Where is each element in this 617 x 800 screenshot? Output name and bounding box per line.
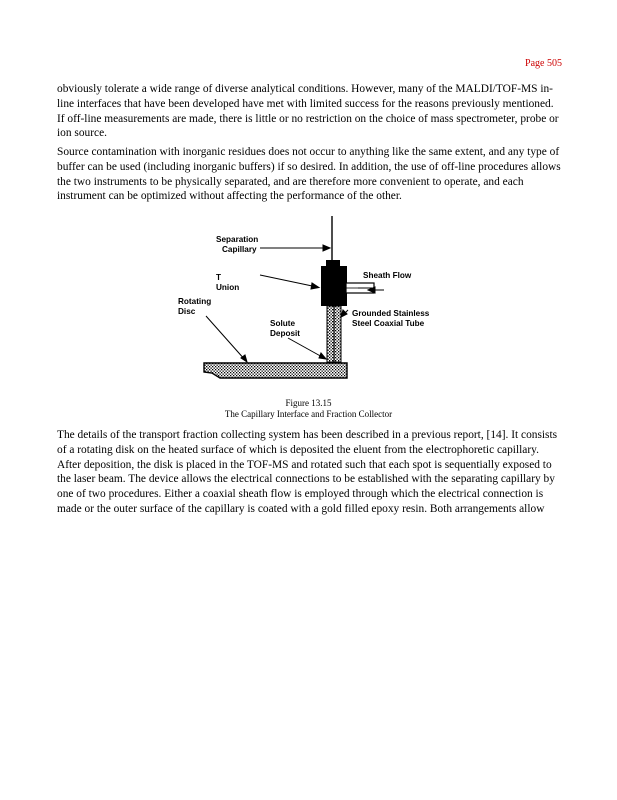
- capillary-interface-figure: [170, 210, 460, 395]
- page-number: Page 505: [525, 58, 562, 69]
- label-t: T: [216, 273, 222, 282]
- label-union: Union: [216, 283, 240, 292]
- label-separation: Separation: [216, 235, 259, 244]
- label-rotating: Rotating: [178, 297, 212, 306]
- t-union-cap: [326, 260, 340, 268]
- label-capillary: Capillary: [222, 245, 257, 254]
- label-steel-coaxial-tube: Steel Coaxial Tube: [352, 319, 425, 328]
- paragraph-3: The details of the transport fraction collecting system has been described in a previous report, [14]. It consists of a rotating disk on the heated surface of which is deposited the eluent from the electrophoretic capillary. After deposition, the disk is placed in the TOF-MS and rotated such that each spot is sequentially exposed to the laser beam. The device allows the electrical connections to be established with the separating capillary by one of two procedures. Either a coaxial sheath flow is employed through which the electrical connection is made or the outer surface of the capillary is coated with a gold filled epoxy resin. Both arrangements allow: [57, 429, 558, 515]
- label-disc: Disc: [178, 307, 196, 316]
- rotating-disc: [204, 363, 347, 378]
- figure-caption-number: Figure 13.15: [285, 398, 332, 408]
- annotation-arrows: [206, 245, 384, 362]
- t-union-body: [321, 266, 347, 306]
- label-solute: Solute: [270, 319, 296, 328]
- paragraph-1: obviously tolerate a wide range of diverse analytical conditions. However, many of the MALDI/TOF-MS in-line interfaces that have been developed have met with limited success for the reasons previously mentioned. If off-line measurements are made, there is little or no restriction on the choice of mass spectrometer, probe or ion source.: [57, 83, 559, 140]
- figure-caption-title: The Capillary Interface and Fraction Collector: [224, 409, 393, 419]
- label-sheath-flow: Sheath Flow: [363, 271, 412, 280]
- label-deposit: Deposit: [270, 329, 301, 338]
- label-grounded-stainless: Grounded Stainless: [352, 309, 430, 318]
- paragraph-2: Source contamination with inorganic residues does not occur to anything like the same extent, and any type of buffer can be used (including inorganic buffers) if so desired. In addition, the use of off-line procedures allows the two instruments to be physically separated, and are therefore more convenient to operate, and each instrument can be optimized without affecting the performance of the other.: [57, 146, 561, 203]
